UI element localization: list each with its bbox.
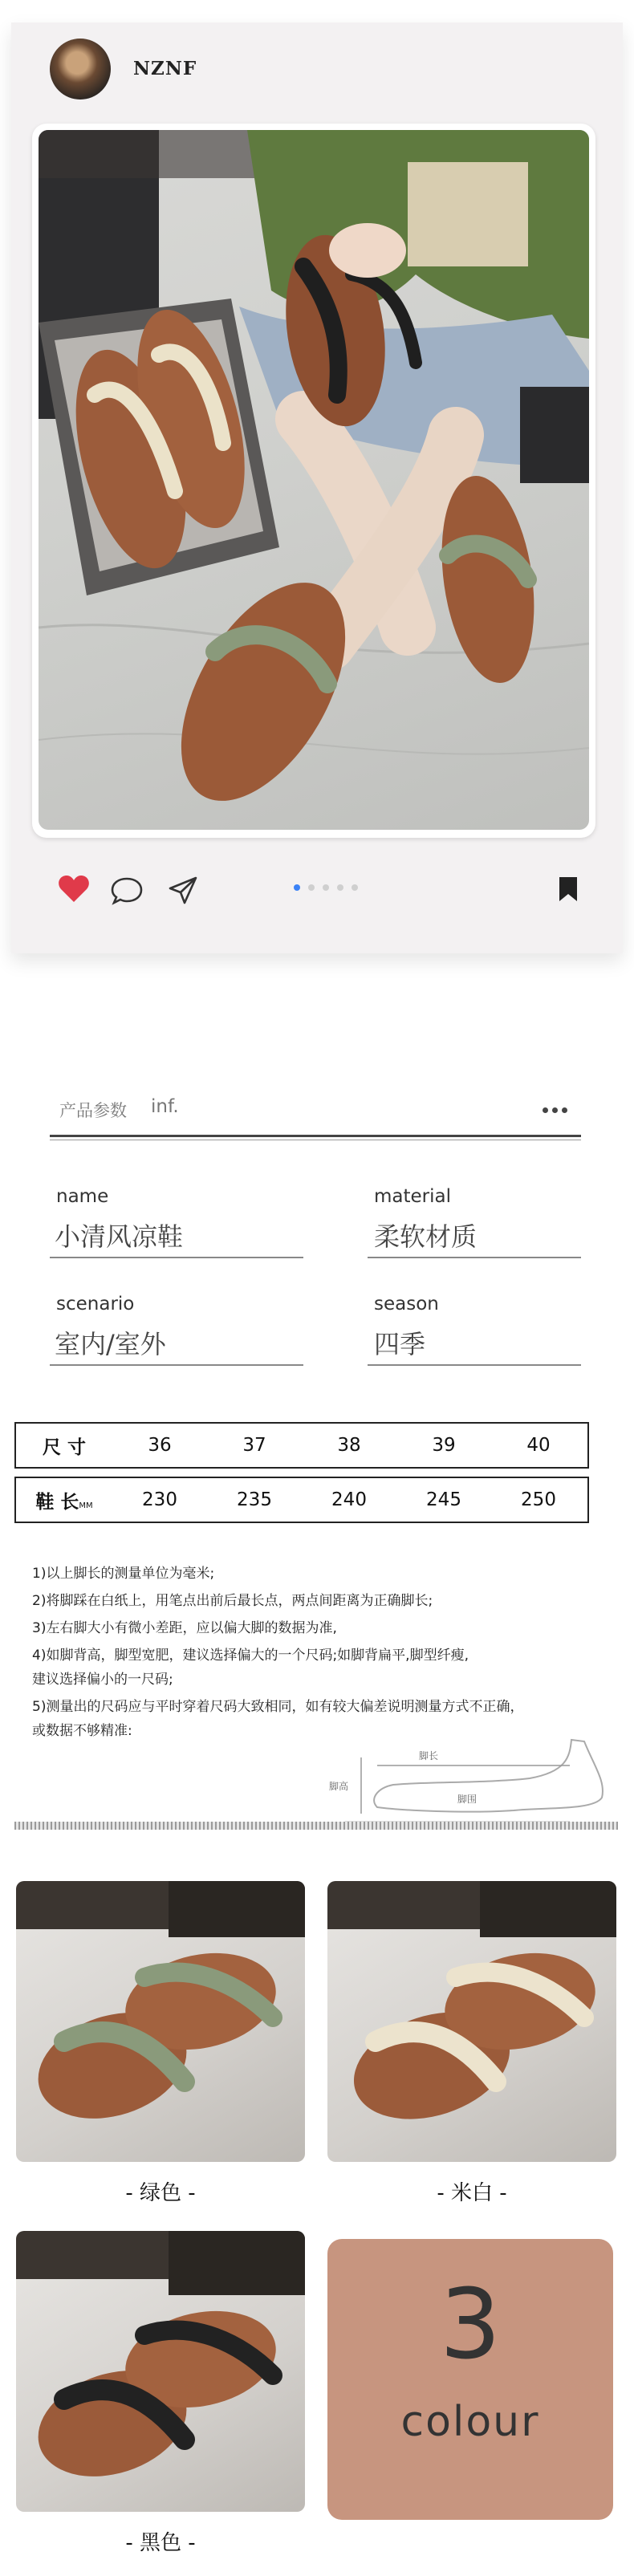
length-cell: 240 (331, 1489, 367, 1510)
field-underline (50, 1257, 303, 1258)
size-cell: 39 (432, 1435, 456, 1456)
length-cell: 250 (521, 1489, 556, 1510)
field-value-name: 小清风凉鞋 (55, 1221, 184, 1252)
size-cell: 36 (148, 1435, 172, 1456)
size-cell: 37 (242, 1435, 266, 1456)
heart-icon[interactable] (56, 872, 91, 907)
size-row (14, 1422, 589, 1469)
ruler-divider (14, 1822, 618, 1830)
note-line: 1)以上脚长的测量单位为毫米; (32, 1566, 215, 1582)
field-value-scenario: 室内/室外 (55, 1329, 166, 1359)
share-icon[interactable] (165, 873, 201, 908)
note-line: 3)左右脚大小有微小差距，应以偏大脚的数据为准, (32, 1620, 337, 1636)
length-cell: 230 (142, 1489, 177, 1510)
color-label-black: - 黑色 - (125, 2531, 196, 2555)
params-title-en: inf. (151, 1096, 179, 1117)
size-cell: 40 (526, 1435, 551, 1456)
brand-name[interactable]: NZNF (133, 58, 197, 79)
length-cell: 235 (237, 1489, 272, 1510)
hero-photo-illustration (39, 130, 589, 830)
carousel-dot[interactable] (308, 884, 315, 891)
comment-icon[interactable] (109, 873, 144, 908)
field-label-name: name (56, 1186, 109, 1207)
field-label-material: material (374, 1186, 451, 1207)
length-header (16, 1487, 112, 1514)
bookmark-icon[interactable] (551, 872, 586, 907)
note-line: 或数据不够精准: (32, 1723, 132, 1739)
more-icon[interactable] (543, 1107, 567, 1113)
note-line: 5)测量出的尺码应与平时穿着尺码大致相同，如有较大偏差说明测量方式不正确， (32, 1699, 524, 1715)
field-underline (368, 1257, 581, 1258)
field-underline (368, 1364, 581, 1366)
color-label-green: - 绿色 - (125, 2181, 196, 2205)
color-swatch-black[interactable] (16, 2231, 305, 2512)
length-header-text: 鞋 长 (35, 1491, 79, 1513)
field-label-scenario: scenario (56, 1294, 135, 1314)
hero-photo[interactable] (39, 130, 589, 830)
color-swatch-green[interactable] (16, 1881, 305, 2162)
field-value-material: 柔软材质 (374, 1221, 478, 1252)
carousel-indicator (294, 884, 358, 891)
foot-measure-diagram (329, 1733, 610, 1830)
divider (50, 1135, 581, 1137)
length-cell: 245 (426, 1489, 461, 1510)
note-line: 2)将脚踩在白纸上，用笔点出前后最长点，两点间距离为正确脚长; (32, 1593, 433, 1609)
field-underline (50, 1364, 303, 1366)
carousel-dot[interactable] (352, 884, 358, 891)
foot-height-label: 脚高 (329, 1781, 349, 1792)
params-title: 产品参数 (59, 1101, 127, 1120)
color-count: 3 (439, 2269, 502, 2381)
color-count-label: colour (400, 2398, 540, 2446)
foot-length-label: 脚长 (419, 1750, 439, 1761)
avatar[interactable] (50, 39, 111, 100)
size-cell: 38 (337, 1435, 361, 1456)
size-header: 尺 寸 (42, 1436, 86, 1458)
note-line: 4)如脚背高，脚型宽肥，建议选择偏大的一个尺码;如脚背扁平,脚型纤瘦, (32, 1648, 469, 1664)
length-row (14, 1477, 589, 1523)
length-unit: MM (79, 1501, 93, 1510)
field-label-season: season (374, 1294, 439, 1314)
carousel-dot[interactable] (294, 884, 300, 891)
carousel-dot[interactable] (323, 884, 329, 891)
foot-width-label: 脚围 (457, 1794, 478, 1805)
note-line: 建议选择偏小的一尺码; (32, 1672, 173, 1688)
field-value-season: 四季 (374, 1329, 426, 1359)
carousel-dot[interactable] (337, 884, 343, 891)
color-swatch-beige[interactable] (327, 1881, 616, 2162)
color-count-tile (327, 2239, 613, 2520)
color-label-beige: - 米白 - (437, 2181, 507, 2205)
